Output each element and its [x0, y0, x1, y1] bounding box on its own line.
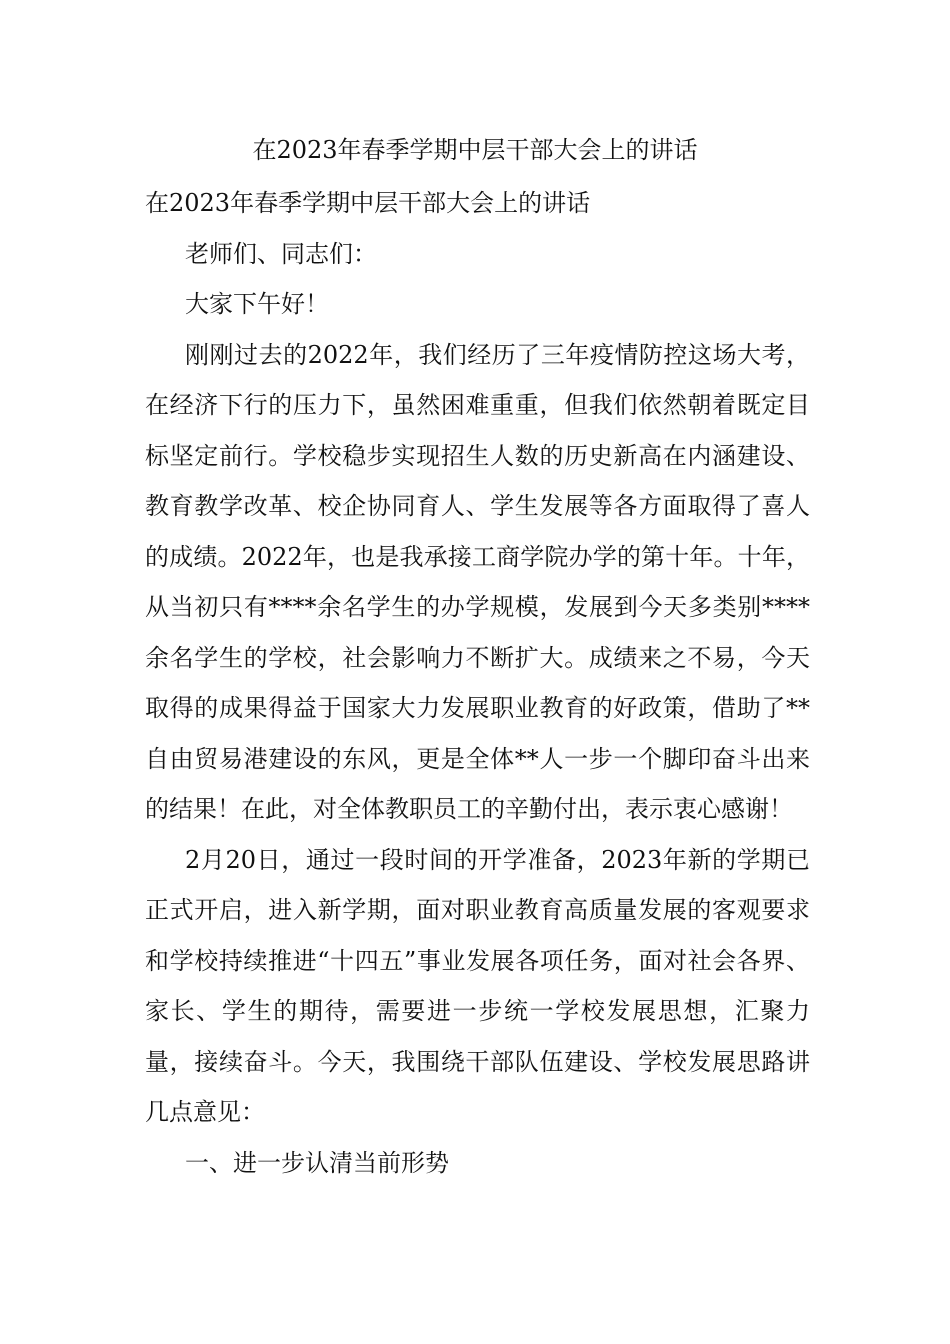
- document-body: [145, 178, 810, 1188]
- document-title: 在2023年春季学期中层干部大会上的讲话: [252, 136, 698, 164]
- paragraph-review-2022: 刚刚过去的2022年，我们经历了三年疫情防控这场大考，在经济下行的压力下，虽然困难重重，但我们依然朝着既定目标坚定前行。学校稳步实现招生人数的历史新高在内涵建设、教育教学改革、校企协同育人、学生发展等各方面取得了喜人的成绩。2022年，也是我承接工商学院办学的第十年。十年，从当初只有****余名学生的办学规模，发展到今天多类别****余名学生的学校，社会影响力不断扩大。成绩来之不易，今天取得的成果得益于国家大力发展职业教育的好政策，借助了**自由贸易港建设的东风，更是全体**人一步一个脚印奋斗出来的结果！在此，对全体教职员工的辛勤付出，表示衷心感谢！: [145, 340, 810, 823]
- section-heading: 一、进一步认清当前形势: [185, 1148, 449, 1177]
- salutation: 老师们、同志们：: [185, 239, 377, 268]
- document-subtitle: 在2023年春季学期中层干部大会上的讲话: [145, 189, 591, 217]
- paragraph-new-semester: 2月20日，通过一段时间的开学准备，2023年新的学期已正式开启，进入新学期，面对职业教育高质量发展的客观要求和学校持续推进“十四五”事业发展各项任务，面对社会各界、家长、学生的期待，需要进一步统一学校发展思想，汇聚力量，接续奋斗。今天，我围绕干部队伍建设、学校发展思路讲几点意见：: [145, 845, 810, 1126]
- greeting: 大家下午好！: [185, 290, 329, 318]
